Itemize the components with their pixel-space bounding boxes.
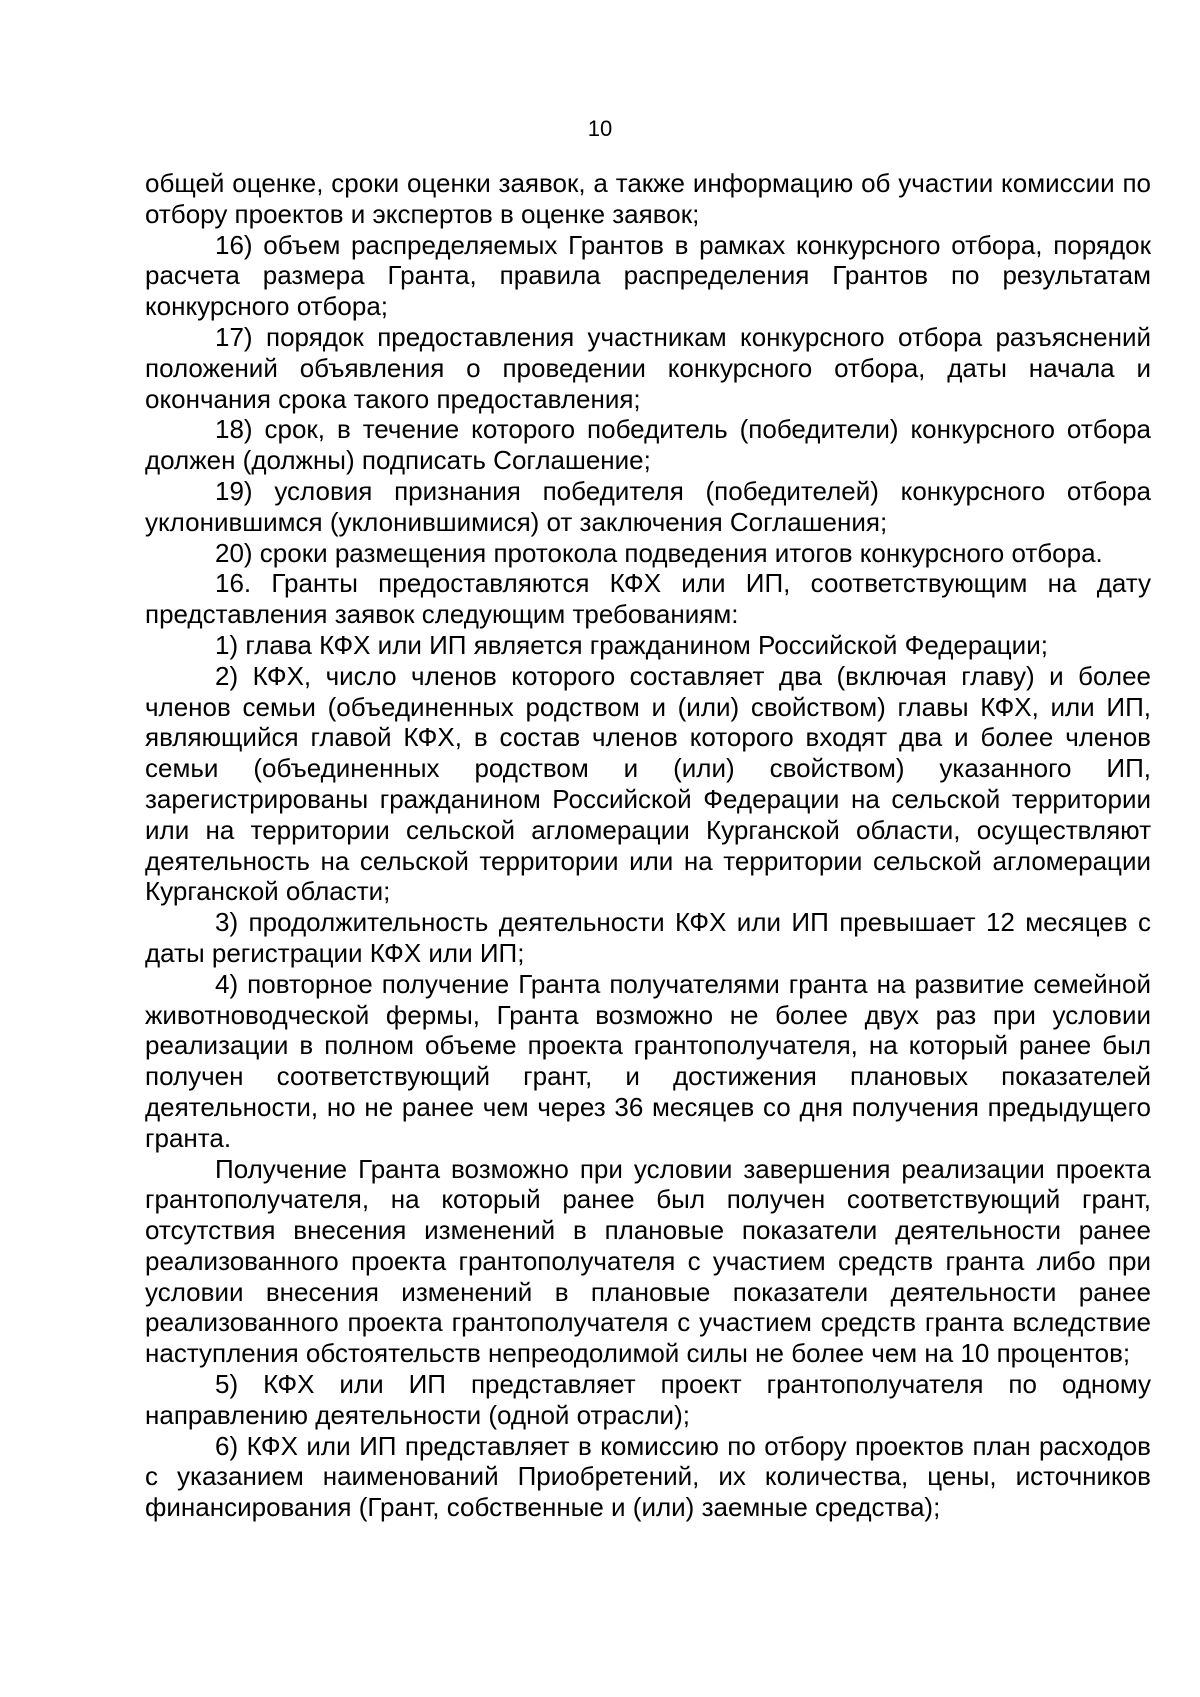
paragraph-requirement-6: 6) КФХ или ИП представляет в комиссию по отбору проектов план расходов с указанием наименований Приобретений, их количества, цены, источников финансирования (Грант, собственные и (или) заемные средства); — [145, 1430, 1151, 1523]
paragraph-requirement-1: 1) глава КФХ или ИП является гражданином Российской Федерации; — [215, 629, 1048, 660]
paragraph-grant-condition: Получение Гранта возможно при условии завершения реализации проекта грантополучателя, на который ранее был получен соответствующий грант, отсутствия внесения изменений в плановые показатели деятельности ранее реализованного проекта грантополучателя с участием средств гранта либо при условии внесения изменений в плановые показатели деятельности ранее реализованного проекта грантополучателя с участием средств гранта вследствие наступления обстоятельств непреодолимой силы не более чем на 10 процентов; — [145, 1153, 1151, 1369]
paragraph-item-17: 17) порядок предоставления участникам конкурсного отбора разъяснений положений объявления о проведении конкурсного отбора, даты начала и окончания срока такого предоставления; — [145, 321, 1151, 414]
paragraph-requirement-4: 4) повторное получение Гранта получателями гранта на развитие семейной животноводческой фермы, Гранта возможно не более двух раз при условии реализации в полном объеме проекта грантополучателя, на который ранее был получен соответствующий грант, и достижения плановых показателей деятельности, но не ранее чем через 36 месяцев со дня получения предыдущего гранта. — [145, 968, 1151, 1153]
paragraph-requirement-5: 5) КФХ или ИП представляет проект грантополучателя по одному направлению деятельности (одной отрасли); — [145, 1369, 1151, 1430]
paragraph-section-16: 16. Гранты предоставляются КФХ или ИП, соответствующим на дату представления заявок следующим требованиям: — [145, 568, 1151, 630]
paragraph-requirement-2: 2) КФХ, число членов которого составляет два (включая главу) и более членов семьи (объединенных родством и (или) свойством) главы КФХ, или ИП, являющийся главой КФХ, в состав членов которого входят два и более членов семьи (объединенных родством и (или) свойством) указанного ИП, зарегистрированы гражданином Российской Федерации на сельской территории или на территории сельской агломерации Курганской области, осуществляют деятельность на сельской территории или на территории сельской агломерации Курганской области; — [145, 660, 1151, 907]
paragraph-item-18: 18) срок, в течение которого победитель (победители) конкурсного отбора должен (должны) подписать Соглашение; — [145, 414, 1151, 476]
paragraph-continuation: общей оценке, сроки оценки заявок, а также информацию об участии комиссии по отбору проектов и экспертов в оценке заявок; — [145, 168, 1151, 229]
paragraph-item-20: 20) сроки размещения протокола подведения итогов конкурсного отбора. — [215, 537, 1103, 568]
document-body — [145, 168, 1151, 1523]
paragraph-item-16: 16) объем распределяемых Грантов в рамках конкурсного отбора, порядок расчета размера Гранта, правила распределения Грантов по результатам конкурсного отбора; — [145, 229, 1151, 322]
page-number: 10 — [587, 116, 613, 141]
paragraph-requirement-3: 3) продолжительность деятельности КФХ или ИП превышает 12 месяцев с даты регистрации КФХ или ИП; — [145, 907, 1151, 968]
paragraph-item-19: 19) условия признания победителя (победителей) конкурсного отбора уклонившимся (уклонившимися) от заключения Соглашения; — [145, 475, 1151, 537]
